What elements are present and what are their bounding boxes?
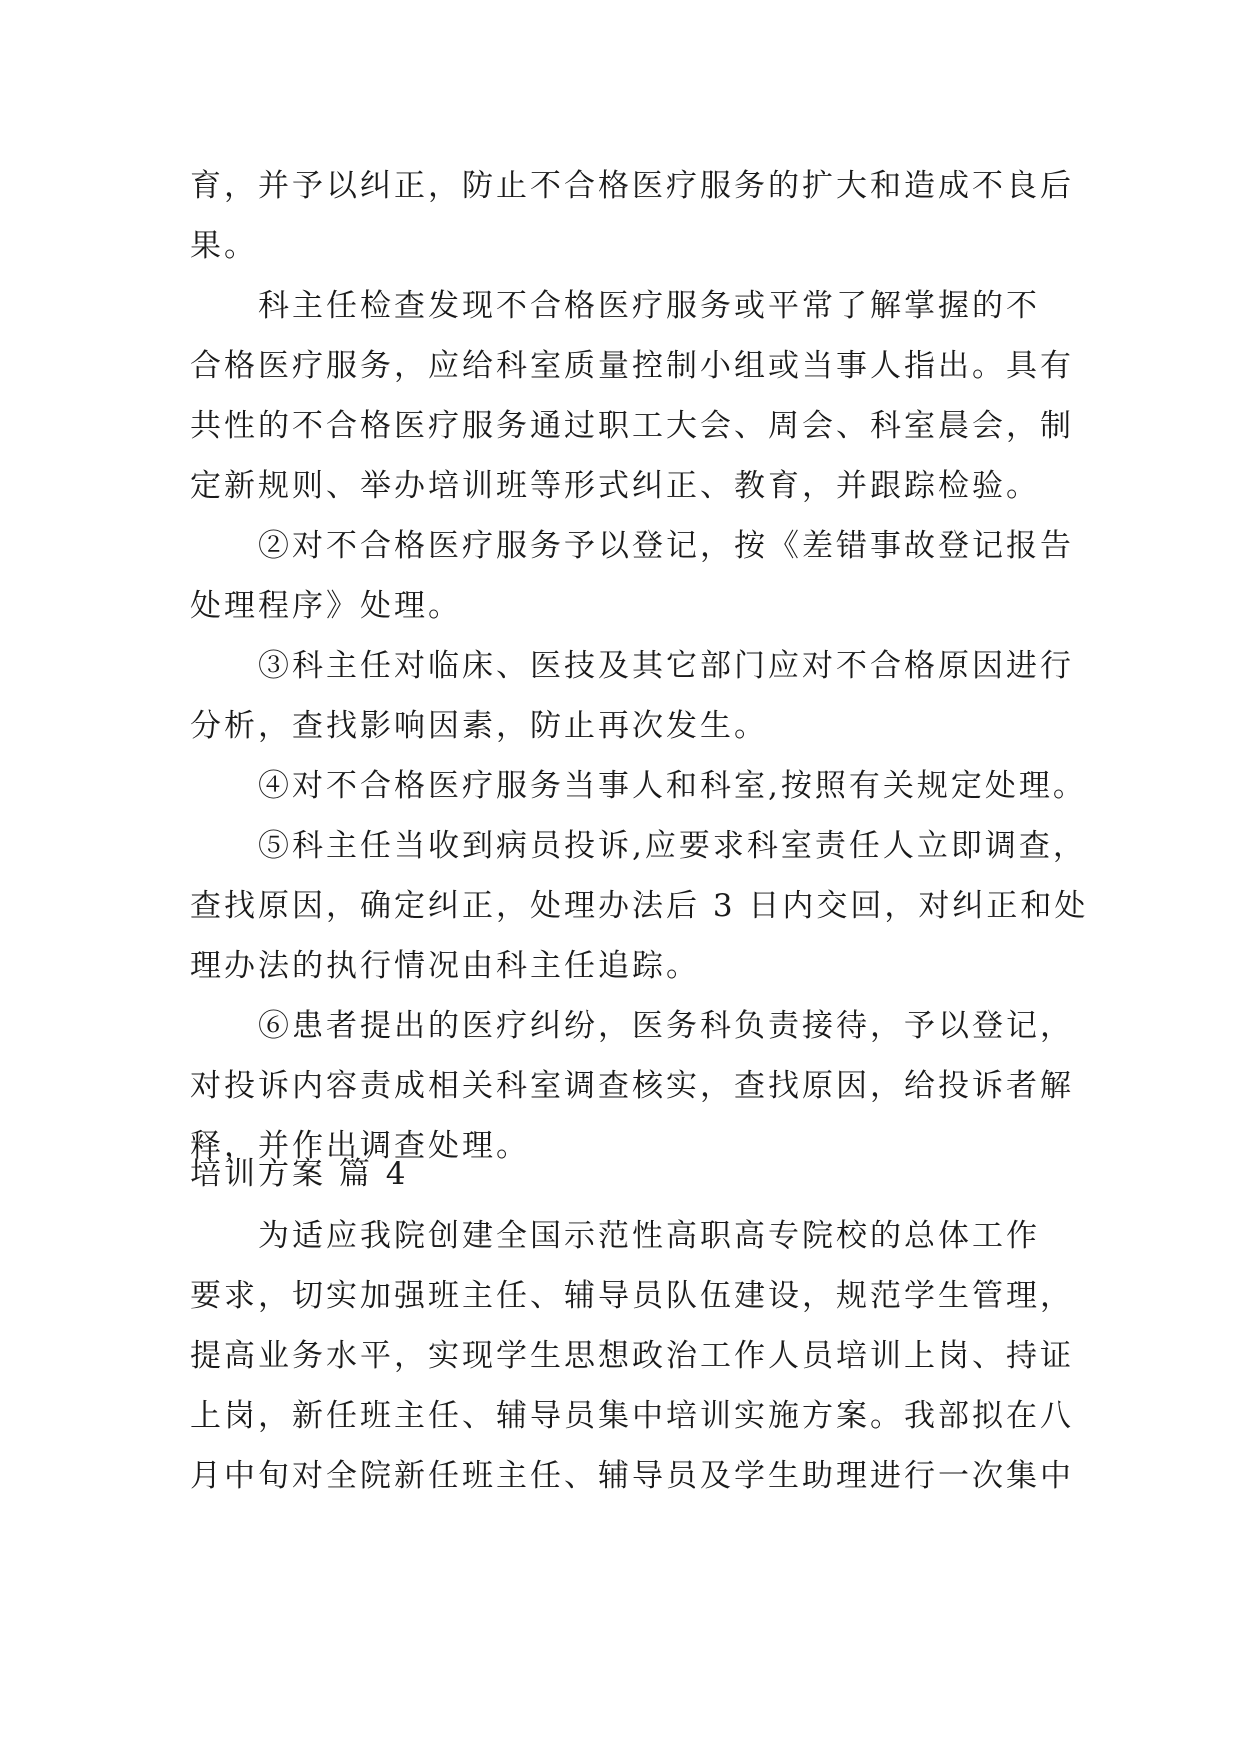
text-line: 共性的不合格医疗服务通过职工大会、周会、科室晨会，制 xyxy=(190,408,1074,444)
text-line: 月中旬对全院新任班主任、辅导员及学生助理进行一次集中 xyxy=(190,1458,1074,1494)
text-line: 上岗，新任班主任、辅导员集中培训实施方案。我部拟在八 xyxy=(190,1398,1074,1434)
text-line: ②对不合格医疗服务予以登记，按《差错事故登记报告 xyxy=(190,528,1074,564)
text-line: ⑤科主任当收到病员投诉,应要求科室责任人立即调查， xyxy=(190,828,1087,864)
text-line: ④对不合格医疗服务当事人和科室,按照有关规定处理。 xyxy=(190,768,1087,804)
text-line: ⑥患者提出的医疗纠纷，医务科负责接待，予以登记， xyxy=(190,1008,1074,1044)
text-line: 提高业务水平，实现学生思想政治工作人员培训上岗、持证 xyxy=(190,1338,1074,1374)
text-line: 处理程序》处理。 xyxy=(190,588,462,624)
text-line: 查找原因，确定纠正，处理办法后 3 日内交回，对纠正和处 xyxy=(190,888,1089,924)
text-line: 科主任检查发现不合格医疗服务或平常了解掌握的不 xyxy=(190,288,1040,324)
section-heading: 培训方案 篇 4 xyxy=(190,1156,409,1192)
text-line: 育，并予以纠正，防止不合格医疗服务的扩大和造成不良后 xyxy=(190,168,1074,204)
text-line: ③科主任对临床、医技及其它部门应对不合格原因进行 xyxy=(190,648,1074,684)
text-line: 对投诉内容责成相关科室调查核实，查找原因，给投诉者解 xyxy=(190,1068,1074,1104)
text-line: 理办法的执行情况由科主任追踪。 xyxy=(190,948,700,984)
text-line: 要求，切实加强班主任、辅导员队伍建设，规范学生管理， xyxy=(190,1278,1074,1314)
body-text-continued xyxy=(190,156,1089,1176)
text-line: 分析，查找影响因素，防止再次发生。 xyxy=(190,708,768,744)
text-line: 合格医疗服务，应给科室质量控制小组或当事人指出。具有 xyxy=(190,348,1074,384)
text-line: 定新规则、举办培训班等形式纠正、教育，并跟踪检验。 xyxy=(190,468,1040,504)
body-text-section-4 xyxy=(190,1206,1074,1506)
text-line: 为适应我院创建全国示范性高职高专院校的总体工作 xyxy=(190,1218,1040,1254)
text-line: 释，并作出调查处理。 xyxy=(190,1128,530,1164)
text-line: 果。 xyxy=(190,228,258,264)
